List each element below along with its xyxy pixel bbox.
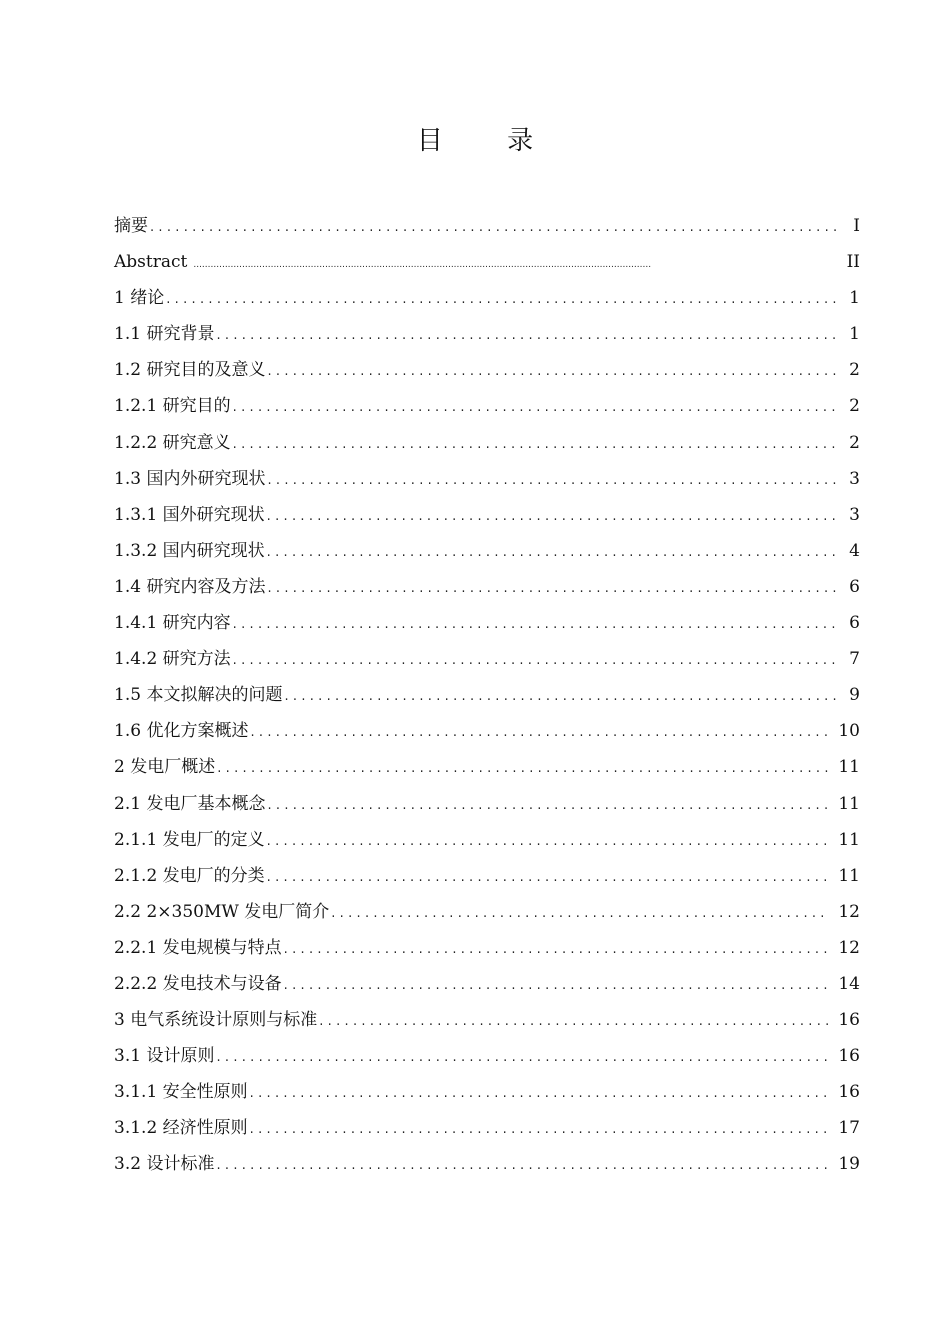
toc-dot-leader [217, 751, 830, 787]
toc-entry-page-number: 16 [838, 1010, 860, 1031]
toc-entry[interactable] [114, 1110, 860, 1146]
toc-entry-page-number: 3 [849, 468, 860, 489]
toc-entry-page-number: 17 [838, 1118, 860, 1139]
toc-entry[interactable] [114, 280, 860, 316]
toc-entry-page-number: 11 [838, 865, 860, 886]
toc-entry[interactable] [114, 966, 860, 1002]
toc-entry[interactable] [114, 605, 860, 641]
toc-entry[interactable] [114, 425, 860, 461]
toc-dot-leader [216, 318, 838, 354]
toc-entry-page-number: 12 [838, 937, 860, 958]
toc-entry-label: 2.1 发电厂基本概念 [114, 793, 266, 814]
toc-entry[interactable] [114, 1038, 860, 1074]
toc-dot-leader [150, 210, 838, 246]
toc-dot-leader [284, 968, 831, 1004]
toc-dot-leader [216, 1040, 830, 1076]
toc-entry[interactable] [114, 316, 860, 352]
toc-entry-page-number: 4 [849, 540, 860, 561]
toc-entry[interactable] [114, 930, 860, 966]
toc-entry-label: 2.2 2×350MW 发电厂简介 [114, 901, 330, 922]
toc-entry[interactable] [114, 569, 860, 605]
toc-entry-page-number: 11 [838, 757, 860, 778]
toc-dot-leader [250, 715, 830, 751]
toc-entry-page-number: 1 [849, 288, 860, 309]
toc-entry-label: 3 电气系统设计原则与标准 [114, 1010, 318, 1031]
toc-dot-leader [166, 282, 838, 318]
toc-entry[interactable] [114, 244, 860, 280]
toc-entry-page-number: 16 [838, 1046, 860, 1067]
toc-entry-page-number: 19 [838, 1154, 860, 1175]
toc-dot-leader [250, 1076, 831, 1112]
toc-entry-page-number: 12 [838, 901, 860, 922]
toc-entry[interactable] [114, 713, 860, 749]
toc-entry[interactable] [114, 1074, 860, 1110]
toc-entry[interactable] [114, 822, 860, 858]
toc-entry-label: 1.4.1 研究内容 [114, 613, 231, 634]
toc-entry[interactable] [114, 894, 860, 930]
toc-entry[interactable] [114, 352, 860, 388]
toc-entry-page-number: 11 [838, 793, 860, 814]
page-title: 目 录 [416, 126, 562, 156]
toc-dot-leader [319, 1004, 830, 1040]
toc-entry-label: 1.4 研究内容及方法 [114, 576, 266, 597]
toc-entry[interactable] [114, 1146, 860, 1182]
toc-entry-label: 2.1.1 发电厂的定义 [114, 829, 265, 850]
toc-entry-page-number: 7 [849, 649, 860, 670]
toc-entry-label: 2.1.2 发电厂的分类 [114, 865, 265, 886]
toc-entry-page-number: I [853, 216, 860, 236]
toc-dot-leader [284, 932, 831, 968]
toc-dot-leader [267, 788, 830, 824]
toc-entry-label: 1.4.2 研究方法 [114, 649, 231, 670]
toc-entry[interactable] [114, 858, 860, 894]
toc-entry-label: 摘要 [114, 216, 148, 236]
toc-entry-page-number: 9 [849, 685, 860, 706]
toc-entry-page-number: 16 [838, 1082, 860, 1103]
toc-dot-leader [233, 643, 838, 679]
toc-entry[interactable] [114, 497, 860, 533]
toc-entry[interactable] [114, 533, 860, 569]
toc-entry-label: 2.2.1 发电规模与特点 [114, 937, 282, 958]
toc-dot-leader [267, 535, 838, 571]
toc-entry-label: 3.1.2 经济性原则 [114, 1118, 248, 1139]
toc-entry[interactable] [114, 786, 860, 822]
toc-dot-leader [267, 463, 838, 499]
toc-entry[interactable] [114, 461, 860, 497]
toc-entry-page-number: 6 [849, 613, 860, 634]
toc-entry-page-number: II [846, 252, 860, 273]
toc-entry-page-number: 2 [849, 360, 860, 381]
toc-entry-label: 1.6 优化方案概述 [114, 721, 249, 742]
toc-entry-label: 3.1.1 安全性原则 [114, 1082, 248, 1103]
toc-dot-leader [233, 607, 838, 643]
toc-entry-label: 1.3.1 国外研究现状 [114, 504, 265, 525]
toc-entry-label: 2.2.2 发电技术与设备 [114, 973, 282, 994]
toc-entry-page-number: 1 [849, 324, 860, 345]
toc-dot-leader [331, 896, 830, 932]
toc-entry-page-number: 3 [849, 504, 860, 525]
toc-entry-page-number: 6 [849, 576, 860, 597]
toc-entry-label: 3.2 设计标准 [114, 1154, 215, 1175]
toc-entry-page-number: 11 [838, 829, 860, 850]
toc-entry[interactable] [114, 208, 860, 244]
toc-dot-leader [233, 427, 838, 463]
toc-entry[interactable] [114, 388, 860, 424]
toc-entry-label: 1.2.2 研究意义 [114, 432, 231, 453]
toc-entry-label: 1.2.1 研究目的 [114, 396, 231, 417]
toc-dot-leader [267, 860, 831, 896]
toc-dot-leader [193, 247, 838, 283]
toc-entry-label: 2 发电厂概述 [114, 757, 216, 778]
toc-entry[interactable] [114, 677, 860, 713]
toc-entry-label: 1.5 本文拟解决的问题 [114, 685, 283, 706]
toc-dot-leader [267, 571, 838, 607]
toc-entry-label: 3.1 设计原则 [114, 1046, 215, 1067]
toc-entry-label: 1.1 研究背景 [114, 324, 215, 345]
toc-entry[interactable] [114, 1002, 860, 1038]
toc-entry-page-number: 2 [849, 432, 860, 453]
toc-entry-label: 1.3 国内外研究现状 [114, 468, 266, 489]
toc-entry[interactable] [114, 641, 860, 677]
toc-entry-label: Abstract [114, 252, 188, 273]
toc-dot-leader [284, 679, 838, 715]
toc-dot-leader [250, 1112, 831, 1148]
toc-entry-label: 1.3.2 国内研究现状 [114, 540, 265, 561]
toc-dot-leader [267, 354, 838, 390]
table-of-contents [114, 208, 860, 1183]
toc-entry-page-number: 14 [838, 973, 860, 994]
toc-entry-label: 1 绪论 [114, 288, 165, 309]
toc-entry-label: 1.2 研究目的及意义 [114, 360, 266, 381]
toc-entry-page-number: 10 [838, 721, 860, 742]
toc-dot-leader [267, 824, 831, 860]
toc-entry-page-number: 2 [849, 396, 860, 417]
toc-entry[interactable] [114, 749, 860, 785]
toc-dot-leader [267, 499, 838, 535]
toc-dot-leader [216, 1148, 830, 1184]
toc-dot-leader [233, 390, 838, 426]
